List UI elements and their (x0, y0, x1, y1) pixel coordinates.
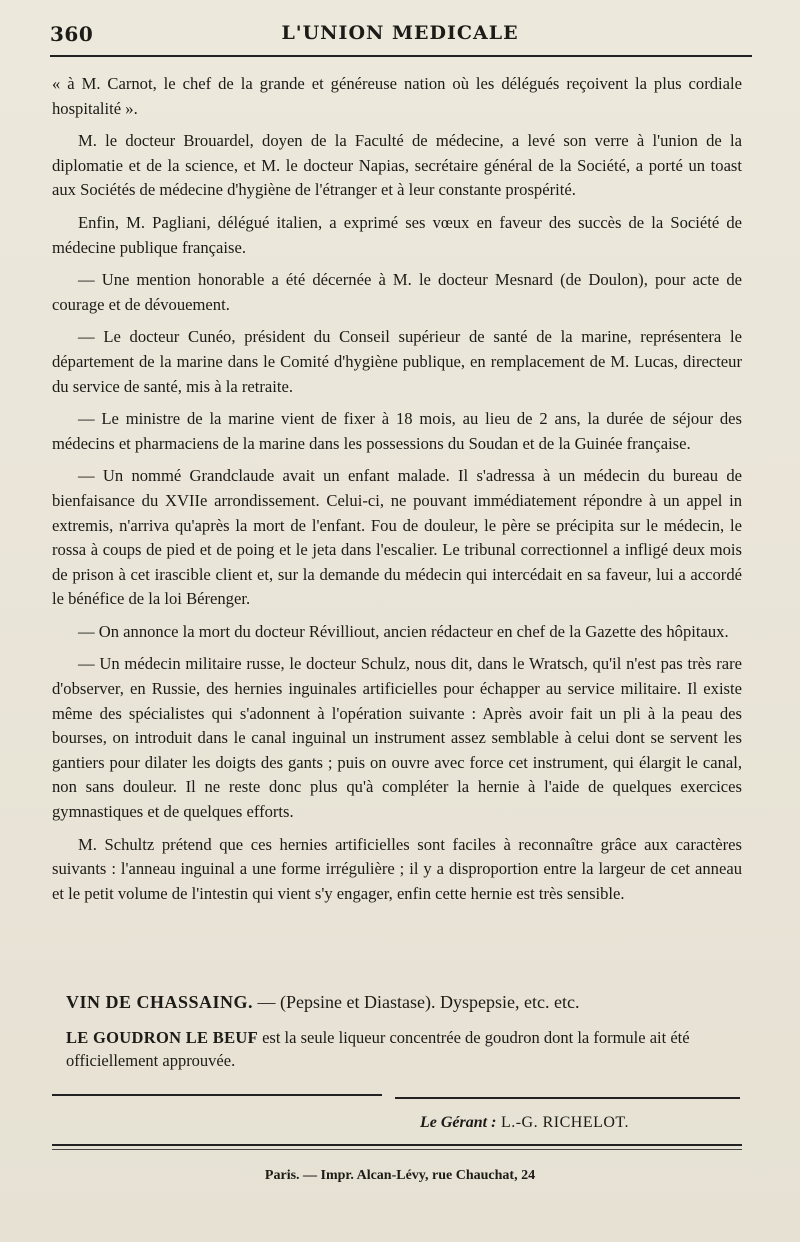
paragraph: — On annonce la mort du docteur Révilliout, ancien rédacteur en chef de la Gazette des hôpitaux. (78, 621, 729, 641)
gerant-name: L.-G. RICHELOT. (496, 1114, 630, 1131)
page-header (50, 20, 750, 50)
footer-rule (52, 1149, 742, 1150)
footer-rule (52, 1144, 742, 1146)
paragraph: M. Schultz prétend que ces hernies artificielles sont faciles à reconnaître grâce aux caractères suivants : l'anneau inguinal a une forme irrégulière ; il y a disproportion entre la largeur de cet anneau et le petit volume de l'intestin qui vient s'y engager, enfin cette hernie est très sensible. (52, 834, 742, 903)
paragraph: Enfin, M. Pagliani, délégué italien, a exprimé ses vœux en faveur des succès de la Société de médecine publique française. (52, 212, 742, 257)
gerant-signature (420, 1114, 740, 1132)
gerant-label: Le Gérant : (420, 1114, 497, 1131)
paragraph: — Un médecin militaire russe, le docteur Schulz, nous dit, dans le Wratsch, qu'il n'est pas très rare d'observer, en Russie, des hernies inguinales artificielles pour échapper au service militaire. Il existe même des spécialistes qui s'adonnent à l'opération suivante : Après avoir fait un pli à la peau des bourses, on introduit dans le canal inguinal un instrument assez semblable à celui dont se servent les gantiers pour dilater les doigts des gants ; puis on ouvre avec force cet instrument, qui élargit le canal, non sans douleur. Il ne reste donc plus qu'à compléter la hernie à l'aide de quelques exercices gymnastiques et de quelques efforts. (52, 654, 742, 822)
ad-brand: LE GOUDRON LE BEUF (66, 1028, 258, 1047)
page-number: 360 (50, 22, 94, 46)
paragraph: « à M. Carnot, le chef de la grande et généreuse nation où les délégués reçoivent la plus cordiale hospitalité ». (52, 74, 742, 118)
paragraph: M. le docteur Brouardel, doyen de la Faculté de médecine, a levé son verre à l'union de la diplomatie et de la science, et M. le docteur Napias, secrétaire général de la Société, a porté un toast aux Sociétés de médecine d'hygiène de l'étranger et à leur constante prospérité. (52, 131, 742, 200)
paragraph: — Une mention honorable a été décernée à M. le docteur Mesnard (de Doulon), pour acte de courage et de dévouement. (52, 270, 742, 314)
ad-text: est la seule liqueur concentrée de goudron dont la formule ait été officiellement approuvée. (66, 1028, 690, 1070)
header-rule (50, 55, 752, 57)
divider-rule (52, 1094, 382, 1096)
ad-text: — (Pepsine et Diastase). Dyspepsie, etc. etc. (253, 992, 580, 1012)
article-body (52, 72, 742, 914)
journal-title: L'UNION MEDICALE (281, 22, 519, 44)
printer-imprint: Paris. — Impr. Alcan-Lévy, rue Chauchat, 24 (264, 1168, 536, 1183)
paragraph: — Le ministre de la marine vient de fixer à 18 mois, au lieu de 2 ans, la durée de séjour des médecins et pharmaciens de la marine dans les possessions du Soudan et de la Guinée française. (52, 409, 742, 453)
divider-rule (395, 1097, 740, 1099)
ad-brand: VIN DE CHASSAING. (66, 992, 254, 1012)
paragraph: — Un nommé Grandclaude avait un enfant malade. Il s'adressa à un médecin du bureau de bienfaisance du XVIIe arrondissement. Celui-ci, ne pouvant immédiatement répondre à un appel in extremis, n'arriva qu'après la mort de l'enfant. Fou de douleur, le père se précipita sur le médecin, le rossa à coups de pied et de poing et le jeta dans l'escalier. Le tribunal correctionnel a infligé deux mois de prison à cet irascible client et, sur la demande du médecin qui intercédait en sa faveur, lui a accordé le bénéfice de la loi Bérenger. (52, 466, 742, 609)
advertisement-goudron (66, 1026, 736, 1072)
advertisement-chassaing (66, 992, 746, 1013)
paragraph: — Le docteur Cunéo, président du Conseil supérieur de santé de la marine, représentera le département de la marine dans le Comité d'hygiène publique, en remplacement de M. Lucas, directeur du service de santé, mis à la retraite. (52, 327, 742, 396)
